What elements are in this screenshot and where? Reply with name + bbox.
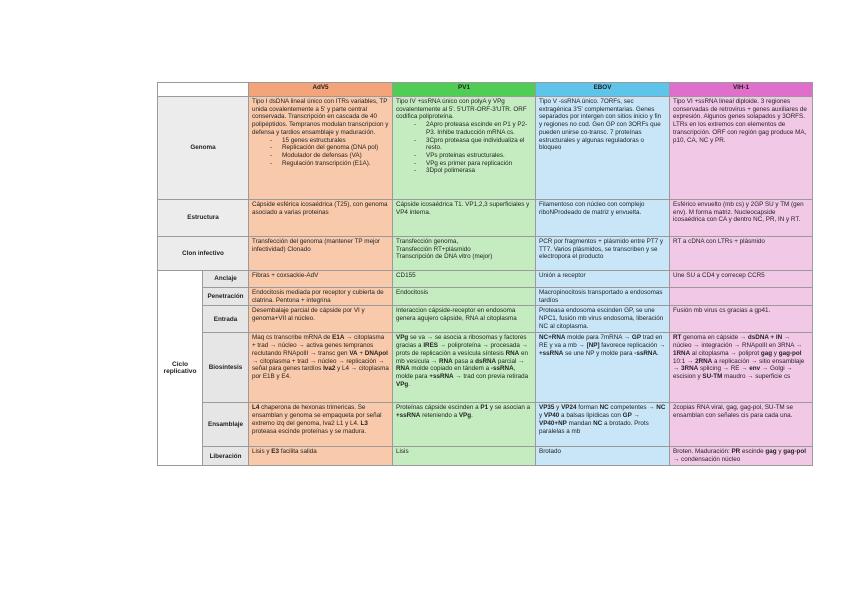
cell-biosintesis-adv: Maq cs transcribe mRNA de E1A → citoplasma + trad → núcleo → activa genes tempranos reclutando RNApolII → transc gen VA + DNApol → citoplasma + trad → núcleo → replicación → señal para genes tardíos Iva2 y L4 → citoplasma por E1B y E4. [249,333,393,403]
row-estructura [158,200,813,237]
cell-penetracion-vih [670,288,813,306]
cell-anclaje-vih: Une SU a CD4 y correcep CCR5 [670,271,813,288]
cell-clon-pv: Transfección genoma, Transfección RT+plásmido Transcripción de DNA vitro (mejor) [393,237,536,271]
cell-entrada-vih: Fusión mb virus cs gracias a gp41. [670,306,813,333]
row-entrada [158,306,813,333]
cell-penetracion-pv: Endocitosis [393,288,536,306]
cell-ensamblaje-ebov: VP35 y VP24 forman NC competentes → NC y VP40 a balsas lipídicas con GP → VP40+NP mandan NC a brotado. Prots paralelas a mb [536,403,670,447]
cell-anclaje-pv: CD155 [393,271,536,288]
cell-biosintesis-ebov: NC+RNA molde para 7mRNA → GP trad en RE y va a mb → [NP] favorece replicación → +ssRNA se une NP y molde para -ssRNA. [536,333,670,403]
cell-genoma-adv: Tipo I dsDNA lineal único con ITRs variables, TP unida covalentemente a 5' y parte central conservada. Transcripción en cascada de 40 polipéptidos. Tempranos modulan transcripcion y defensa y tardios ensamblaje y maduración. - 15 genes estructurales - Replicación del genoma (DNA pol) - Modulador de defensas (VA) - Regulación transcripción (E1A). [249,97,393,200]
row-penetracion [158,288,813,306]
cell-anclaje-ebov: Unión a receptor [536,271,670,288]
row-clon [158,237,813,271]
cell-liberacion-adv: Lisis y E3 facilita salida [249,447,393,466]
row-liberacion [158,447,813,466]
label-biosintesis: Biosíntesis [203,333,249,403]
cell-entrada-ebov: Proteasa endosoma escinden GP, se une NPC1, fusión mb virus endosoma, liberación NC al citoplasma. [536,306,670,333]
cell-penetracion-ebov: Macropinocitosis transportado a endosomas tardíos [536,288,670,306]
cell-ensamblaje-adv: L4 chaperona de hexonas trimericas. Se ensamblan y genoma se empaqueta por señal extremo izq del genoma, Iva2 L1 y L4. L3 proteasa escinde proteínas y se madura. [249,403,393,447]
cell-genoma-pv: Tipo IV +ssRNA único con polyA y VPg covalentemente al 5'. 5'UTR-ORF-3'UTR. ORF codifica poliproteína. - 2Apro proteasa escinde en P1 y P2-P3. Inhibe traducción mRNA cs. - 3Cpro proteasa que individualiza el resto. - VPs proteinas estructurales. - VPg es primer para replicación - 3Dpol polimerasa [393,97,536,200]
comparison-table [157,82,813,466]
label-entrada: Entrada [203,306,249,333]
cell-clon-ebov: PCR por fragmentos + plásmido entre PT7 y TT7. Varios plásmidos, se transcriben y se electropora el producto [536,237,670,271]
cell-liberacion-vih: Broten. Maduración: PR escinde gag y gag-pol → condensación núcleo [670,447,813,466]
cell-anclaje-adv: Fibras + coxsackie-AdV [249,271,393,288]
cell-biosintesis-vih: RT genoma en cápside → dsDNA + IN → núcleo → integración → RNApolII en 3RNA → 1RNA al citoplasma → poliprot gag y gag-pol 10:1 → 2RNA a replicación → sitio ensamblaje → 3RNA splicing → RE → env → Golgi → escision y SU-TM maudro → superficie cs [670,333,813,403]
row-ensamblaje [158,403,813,447]
label-penetracion: Penetración [203,288,249,306]
header-row [158,83,813,97]
cell-entrada-adv: Desembalaje parcial de cápside por VI y genoma+VII al núcleo. [249,306,393,333]
label-estructura: Estructura [158,200,249,237]
row-anclaje [158,271,813,288]
cell-estructura-adv: Cápside esférica icosaédrica (T25), con genoma asociado a varias proteinas [249,200,393,237]
cell-genoma-vih: Tipo VI +ssRNA lineal diploide. 3 regiones conservadas de retrovirus + genes auxiliares de expresión. Algunos genes solapados y 3ORFS. LTRs en los extremos con elementos de transcripción. ORF con región gag produce MA, p10, CA, NC y PR. [670,97,813,200]
label-ciclo: Ciclo replicativo [158,271,203,466]
row-genoma [158,97,813,200]
header-ebov: EBOV [536,83,670,97]
header-blank [158,83,249,97]
label-genoma: Genoma [158,97,249,200]
cell-clon-vih: RT a cDNA con LTRs + plásmido [670,237,813,271]
cell-ensamblaje-pv: Proteínas cápside escinden a P1 y se asocian a +ssRNA reteniendo a VPg. [393,403,536,447]
cell-entrada-pv: Interaccion cápside-receptor en endosoma genera agujero cápside, RNA al citoplasma [393,306,536,333]
cell-estructura-ebov: Filamentoso con núcleo con complejo riboNProdeado de matriz y envuelta. [536,200,670,237]
cell-ensamblaje-vih: 2copias RNA viral, gag, gag-pol, SU-TM se ensamblan con señales cis para cada una. [670,403,813,447]
header-vih1: VIH-1 [670,83,813,97]
label-anclaje: Anclaje [203,271,249,288]
label-liberacion: Liberación [203,447,249,466]
cell-liberacion-pv: Lisis [393,447,536,466]
header-adv5: AdV5 [249,83,393,97]
cell-clon-adv: Transfección del genoma (mantener TP mejor infectividad) Clonado [249,237,393,271]
adv-gene-list: - 15 genes estructurales - Replicación del genoma (DNA pol) - Modulador de defensas (VA) - Regulación transcripción (E1A). [252,137,389,168]
cell-genoma-ebov: Tipo V -ssRNA único. 7ORFs, sec extragénica 3'5' complementarias. Genes separados por intergen con sitios inicio y fin y regiones no cod. Gen GP con 3ORFs que pueden unirse co-transc. 7 proteínas estructurales y algunas reguladoras o bloqueo [536,97,670,200]
pv-protein-list: - 2Apro proteasa escinde en P1 y P2-P3. Inhibe traducción mRNA cs. - 3Cpro proteasa que individualiza el resto. - VPs proteinas estructurales. - VPg es primer para replicación - 3Dpol polimerasa [396,121,532,175]
label-clon: Clon infectivo [158,237,249,271]
cell-estructura-vih: Esférico envuelto (mb cs) y 2GP SU y TM (gen env). M forma matriz. Nucleocapside icosaédrica con CA y dentro NC, PR, IN y RT. [670,200,813,237]
cell-biosintesis-pv: VPg se va → se asocia a ribosomas y factores gracias a IRES → poliproteína → procesada → prots de replicación a vesícula síntesis RNA en mb vesicula → RNA pasa a dsRNA parcial → RNA molde copiado en tándem a -ssRNA, molde para +ssRNA → trad con previa retirada VPg. [393,333,536,403]
cell-liberacion-ebov: Brotado [536,447,670,466]
label-ensamblaje: Ensamblaje [203,403,249,447]
cell-estructura-pv: Cápside icosaédrica T1. VP1,2,3 superficiales y VP4 interna. [393,200,536,237]
cell-penetracion-adv: Endocitosis mediada por receptor y cubierta de clatrina. Pentona + integrina [249,288,393,306]
row-biosintesis [158,333,813,403]
header-pv1: PV1 [393,83,536,97]
